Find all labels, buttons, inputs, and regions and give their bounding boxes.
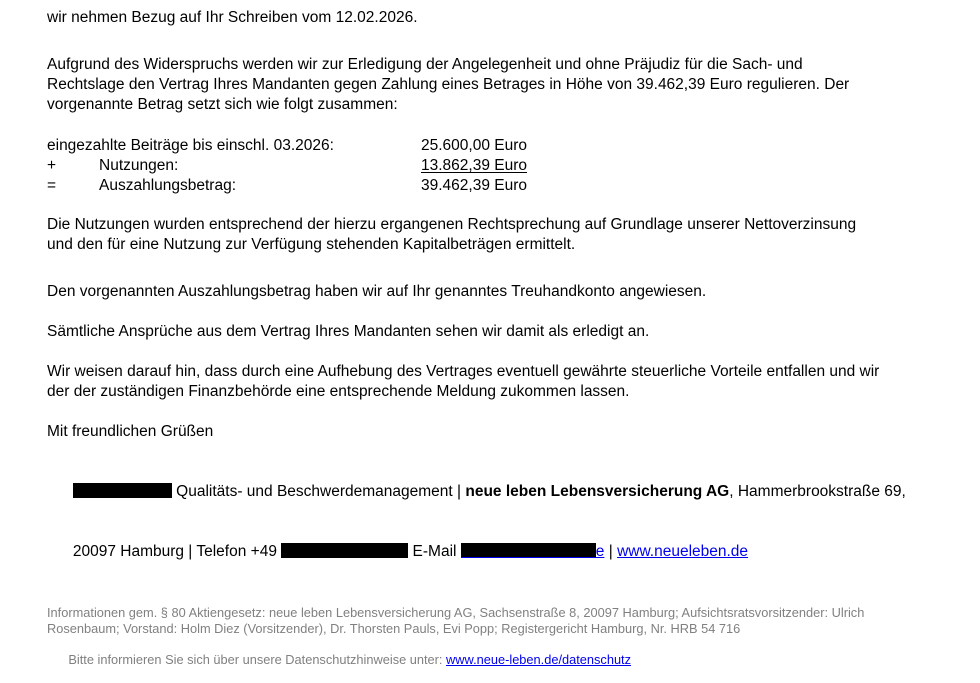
table-row-nutzungen (47, 156, 962, 176)
paragraph-line: Aufgrund des Widerspruchs werden wir zur Erledigung der Angelegenheit und ohne Präjudiz für die Sach- und (47, 56, 803, 73)
signature-address: , Hammerbrookstraße 69, (729, 483, 906, 500)
email-label: E-Mail (408, 543, 461, 560)
paragraph-erledigt: Sämtliche Ansprüche aus dem Vertrag Ihres Mandanten sehen wir damit als erledigt an. (47, 323, 650, 340)
email-suffix-link[interactable]: e (595, 543, 605, 560)
amount-cell-underlined: 13.862,39 Euro (421, 157, 528, 174)
paragraph-steuerliche-vorteile (47, 362, 962, 402)
signature-line-2 (47, 522, 962, 582)
company-name: neue leben Lebensversicherung AG (465, 483, 730, 500)
signature-separator: | (604, 543, 618, 560)
signature-city-phone: 20097 Hamburg | Telefon +49 (72, 543, 282, 560)
amount-cell: 25.600,00 Euro (421, 137, 528, 154)
operator-cell: = (47, 177, 57, 194)
paragraph-line: der der zuständigen Finanzbehörde eine entsprechende Meldung zukommen lassen. (47, 383, 630, 400)
paragraph-treuhandkonto: Den vorgenannten Auszahlungsbetrag haben wir auf Ihr genanntes Treuhandkonto angewiesen. (47, 283, 707, 300)
closing-salutation: Mit freundlichen Grüßen (47, 423, 214, 440)
privacy-link[interactable]: www.neue-leben.de/datenschutz (446, 651, 632, 667)
footer-legal (47, 605, 962, 683)
label-cell: Nutzungen: (99, 157, 179, 174)
privacy-prefix: Bitte informieren Sie sich über unsere Datenschutzhinweise unter: (68, 651, 447, 667)
operator-cell: + (47, 157, 57, 174)
footer-legal-line-1: Informationen gem. § 80 Aktiengesetz: neue leben Lebensversicherung AG, Sachsenstraße 8, 20097 Hamburg; Aufsichtsratsvorsitzender: Ulrich (47, 605, 865, 620)
paragraph-line: vorgenannte Betrag setzt sich wie folgt zusammen: (47, 96, 398, 113)
website-link[interactable]: www.neueleben.de (617, 543, 749, 560)
footer-legal-line-2: Rosenbaum; Vorstand: Holm Diez (Vorsitzender), Dr. Thorsten Pauls, Evi Popp; Registergericht Hamburg, Nr. HRB 54 716 (47, 620, 741, 636)
paragraph-line: und den für eine Nutzung zur Verfügung stehenden Kapitalbeträgen ermittelt. (47, 236, 576, 253)
amount-cell: 39.462,39 Euro (421, 177, 528, 194)
signature-line-1 (47, 462, 962, 522)
amount-table (47, 136, 962, 196)
paragraph-line: Die Nutzungen wurden entsprechend der hierzu ergangenen Rechtsprechung auf Grundlage unserer Nettoverzinsung (47, 216, 857, 233)
redaction-bar-email (461, 543, 596, 558)
paragraph-line: Wir weisen darauf hin, dass durch eine Aufhebung des Vertrages eventuell gewährte steuerliche Vorteile entfallen und wir (47, 363, 880, 380)
redaction-bar-phone (281, 543, 408, 558)
paragraph-line: Rechtslage den Vertrag Ihres Mandanten gegen Zahlung eines Betrages in Höhe von 39.462,39 Euro regulieren. Der (47, 76, 850, 93)
signature-block (47, 462, 962, 582)
paragraph-nutzungen (47, 215, 962, 255)
signature-department: Qualitäts- und Beschwerdemanagement | (171, 483, 466, 500)
table-row-contributions (47, 136, 962, 156)
label-cell: Auszahlungsbetrag: (99, 177, 237, 194)
redaction-bar-name (73, 483, 172, 498)
footer-privacy-line (47, 636, 962, 683)
label-cell: eingezahlte Beiträge bis einschl. 03.2026: (47, 137, 334, 154)
table-row-auszahlungsbetrag (47, 176, 962, 196)
paragraph-regulation (47, 55, 962, 115)
letter-intro: wir nehmen Bezug auf Ihr Schreiben vom 12.02.2026. (47, 9, 418, 26)
